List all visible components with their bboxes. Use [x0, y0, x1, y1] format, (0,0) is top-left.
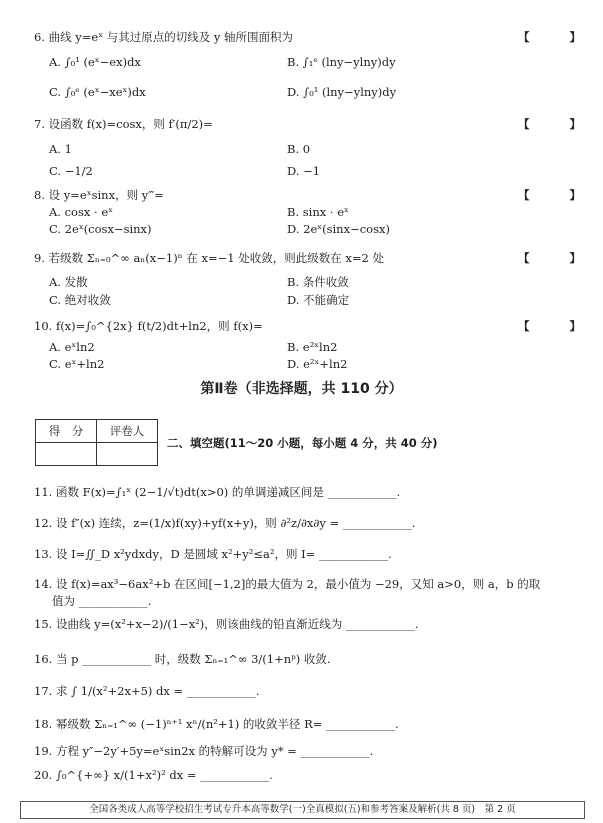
q6-option-c: C. ∫₀ᵉ (eˣ−xeˣ)dx	[49, 85, 146, 99]
section-2-title: 二、填空题(11～20 小题，每小题 4 分，共 40 分)	[167, 436, 438, 450]
question-16: 16. 当 p ____________ 时，级数 Σₙ₌₁^∞ 3/(1+nᵖ) 收敛.	[34, 652, 331, 666]
q8-option-a: A. cosx · eˣ	[49, 205, 114, 219]
score-label: 得 分	[36, 420, 97, 443]
q6-option-a: A. ∫₀¹ (eˣ−ex)dx	[49, 55, 141, 69]
score-cell[interactable]	[36, 443, 97, 466]
question-20: 20. ∫₀^{+∞} x/(1+x²)² dx = ____________.	[34, 768, 273, 782]
question-7-stem: 7. 设函数 f(x)=cosx，则 f′(π/2)=	[34, 117, 213, 131]
question-8-stem: 8. 设 y=eˣsinx，则 y‴=	[34, 188, 164, 202]
answer-bracket-6: 【 】	[518, 30, 600, 44]
q7-option-a: A. 1	[49, 142, 72, 156]
q8-option-c: C. 2eˣ(cosx−sinx)	[49, 222, 152, 236]
q9-option-d: D. 不能确定	[287, 293, 350, 307]
q8-option-b: B. sinx · eˣ	[287, 205, 349, 219]
question-14-cont: 值为 ____________.	[52, 594, 152, 608]
question-18: 18. 幂级数 Σₙ₌₁^∞ (−1)ⁿ⁺¹ xⁿ/(n²+1) 的收敛半径 R= ____________.	[34, 717, 399, 731]
question-14: 14. 设 f(x)=ax³−6ax²+b 在区间[−1,2]的最大值为 2，最小值为 −29，又知 a>0，则 a，b 的取	[34, 577, 541, 591]
question-9-stem: 9. 若级数 Σₙ₌₀^∞ aₙ(x−1)ⁿ 在 x=−1 处收敛，则此级数在 x=2 处	[34, 251, 384, 265]
q10-option-b: B. e²ˣln2	[287, 340, 338, 354]
q7-option-c: C. −1/2	[49, 164, 93, 178]
page-footer: 全国各类成人高等学校招生考试专升本高等数学(一)全真模拟(五)和参考答案及解析(共 8 页) 第 2 页	[20, 801, 585, 819]
question-13: 13. 设 I=∬_D x²ydxdy，D 是圆域 x²+y²≤a²，则 I= ____________.	[34, 547, 392, 561]
q6-option-b: B. ∫₁ᵉ (lny−ylny)dy	[287, 55, 396, 69]
q10-option-d: D. e²ˣ+ln2	[287, 357, 348, 371]
answer-bracket-9: 【 】	[518, 251, 600, 265]
q8-option-d: D. 2eˣ(sinx−cosx)	[287, 222, 390, 236]
q9-option-c: C. 绝对收敛	[49, 293, 111, 307]
question-11: 11. 函数 F(x)=∫₁ˣ (2−1/√t)dt(x>0) 的单调递减区间是 ____________.	[34, 485, 401, 499]
question-17: 17. 求 ∫ 1/(x²+2x+5) dx = ____________.	[34, 684, 260, 698]
q7-option-d: D. −1	[287, 164, 321, 178]
q6-option-d: D. ∫₀¹ (lny−ylny)dy	[287, 85, 397, 99]
question-6-stem: 6. 曲线 y=eˣ 与其过原点的切线及 y 轴所围面积为	[34, 30, 294, 44]
answer-bracket-10: 【 】	[518, 319, 600, 333]
q7-option-b: B. 0	[287, 142, 311, 156]
q10-option-c: C. eˣ+ln2	[49, 357, 105, 371]
score-table	[35, 419, 158, 466]
question-19: 19. 方程 y″−2y′+5y=eˣsin2x 的特解可设为 y* = ____________.	[34, 744, 374, 758]
question-12: 12. 设 f″(x) 连续，z=(1/x)f(xy)+yf(x+y)，则 ∂²z/∂x∂y = ____________.	[34, 516, 416, 530]
reviewer-cell[interactable]	[97, 443, 158, 466]
question-15: 15. 设曲线 y=(x²+x−2)/(1−x²)，则该曲线的铅直渐近线为 ____________.	[34, 617, 419, 631]
answer-bracket-8: 【 】	[518, 188, 600, 202]
part-2-title: 第Ⅱ卷（非选择题，共 110 分）	[200, 381, 403, 397]
q9-option-a: A. 发散	[49, 275, 88, 289]
reviewer-label: 评卷人	[97, 420, 158, 443]
answer-bracket-7: 【 】	[518, 117, 600, 131]
question-10-stem: 10. f(x)=∫₀^{2x} f(t/2)dt+ln2，则 f(x)=	[34, 319, 263, 333]
q10-option-a: A. eˣln2	[49, 340, 95, 354]
q9-option-b: B. 条件收敛	[287, 275, 349, 289]
